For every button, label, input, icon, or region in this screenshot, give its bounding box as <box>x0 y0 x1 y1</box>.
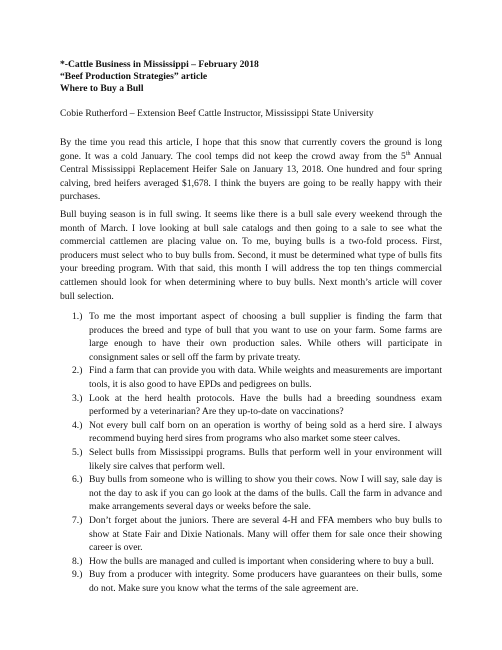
list-item-text: Look at the herd health protocols. Have the bulls had a breeding soundness exam performed by a veterinarian? Are they up-to-date on vaccinations? <box>89 392 442 418</box>
body-paragraph: Bull buying season is in full swing. It seems like there is a bull sale every weekend through the month of March. I love looking at bull sale catalogs and then going to a sale to see what the commercial cattlemen are placing value on. To me, buying bulls is a two-fold process. First, producers must select who to buy bulls from. Second, it must be determined what type of bulls fits your breeding program. With that said, this month I will address the top ten things commercial cattlemen should look for when determining where to buy bulls. Next month’s article will cover bull selection. <box>60 209 442 302</box>
ordinal-superscript: th <box>405 150 411 157</box>
list-item <box>60 310 442 364</box>
list-item-number: 6.) <box>72 474 83 486</box>
tips-list <box>60 310 442 595</box>
list-item-number: 7.) <box>72 514 83 526</box>
list-item <box>60 568 442 595</box>
list-item-number: 4.) <box>72 419 83 431</box>
list-item <box>60 364 442 391</box>
list-item-number: 8.) <box>72 555 83 567</box>
list-item-text: Not every bull calf born on an operation is worthy of being sold as a herd sire. I always recommend buying herd sires from programs who also market some steer calves. <box>89 419 442 445</box>
list-item-text: Find a farm that can provide you with data. While weights and measurements are important tools, it is also good to have EPDs and pedigrees on bulls. <box>89 365 442 390</box>
list-item-text: Don’t forget about the juniors. There are several 4-H and FFA members who buy bulls to show at State Fair and Dixie Nationals. Many will offer them for sale once their showing career is over. <box>89 514 442 554</box>
list-item-number: 5.) <box>72 446 83 458</box>
list-item <box>60 514 442 555</box>
list-item-text: Buy from a producer with integrity. Some producers have guarantees on their bulls, some do not. Make sure you know what the terms of the sale agreement are. <box>89 569 442 594</box>
intro-text-1: By the time you read this article, I hope that this snow that currently covers the ground is long gone. It was a cold January. The cool temps did not keep the crowd away from the 5 <box>60 137 442 162</box>
list-item-text: Select bulls from Mississippi programs. Bulls that perform well in your environment will likely sire calves that perform well. <box>89 446 442 472</box>
list-item <box>60 392 442 419</box>
list-item-text: Buy bulls from someone who is willing to show you their cows. Now I will say, sale day is not the day to ask if you can go look at the dams of the bulls. Call the farm in advance and make arrangements several days or weeks before the sale. <box>89 474 442 513</box>
publication-line: *-Cattle Business in Mississippi – February 2018 <box>60 59 259 70</box>
intro-text-2: Annual Central Mississippi Replacement Heifer Sale on January 13, 2018. One hundred and four spring calving, bred heifers averaged $1,678. I think the buyers are going to be really happy with their purchases. <box>60 150 442 203</box>
list-item-number: 9.) <box>72 569 83 581</box>
intro-paragraph <box>60 136 442 204</box>
list-item <box>60 446 442 473</box>
article-series-line: “Beef Production Strategies” article <box>60 71 208 82</box>
list-item-text: To me the most important aspect of choosing a bull supplier is finding the farm that produces the breed and type of bull that you want to use on your farm. Some farms are large enough to have their own production sales. While others will participate in consignment sales or sell off the farm by private treaty. <box>89 311 442 363</box>
list-item <box>60 555 442 569</box>
list-item-text: How the bulls are managed and culled is important when considering where to buy a bull. <box>89 555 434 567</box>
list-item <box>60 473 442 514</box>
article-title: Where to Buy a Bull <box>60 83 144 94</box>
author-line: Cobie Rutherford – Extension Beef Cattle Instructor, Mississippi State University <box>60 108 374 119</box>
list-item-number: 3.) <box>72 392 83 404</box>
list-item-number: 2.) <box>72 365 83 377</box>
list-item <box>60 419 442 446</box>
list-item-number: 1.) <box>72 311 83 322</box>
